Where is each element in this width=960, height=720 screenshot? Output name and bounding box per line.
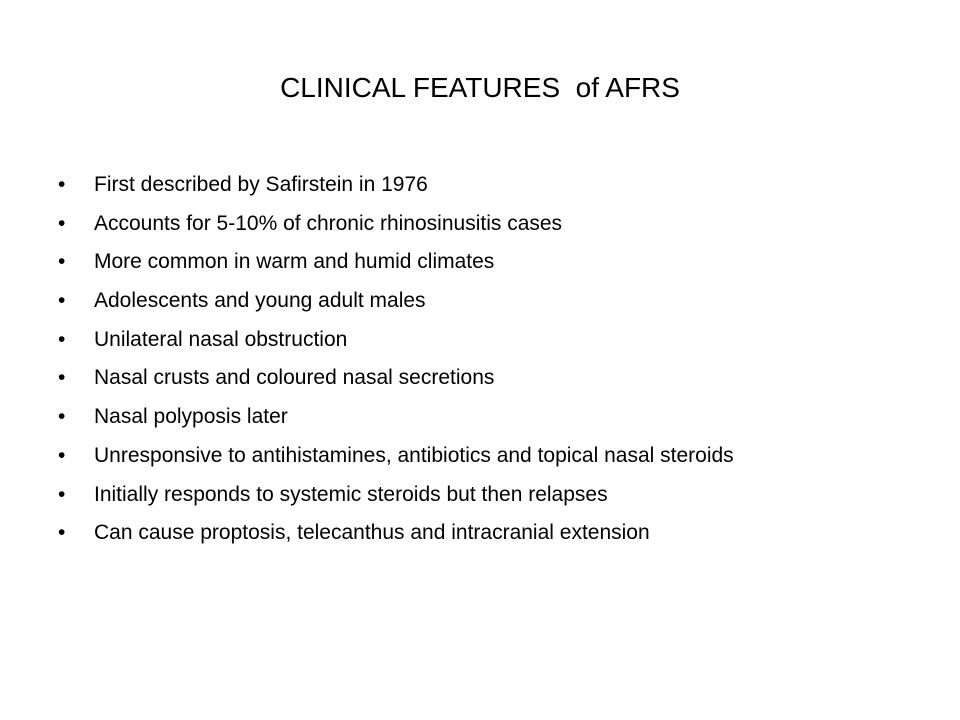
bullet-text: More common in warm and humid climates — [94, 250, 495, 274]
bullet-text: Unilateral nasal obstruction — [94, 327, 348, 351]
bullet-text: Can cause proptosis, telecanthus and intracranial extension — [94, 521, 650, 545]
bullet-text: Accounts for 5-10% of chronic rhinosinusitis cases — [94, 211, 563, 235]
bullet-icon: • — [58, 405, 66, 429]
bullet-text: Adolescents and young adult males — [94, 289, 426, 313]
bullet-icon: • — [58, 173, 66, 196]
bullet-text: Nasal polyposis later — [94, 405, 288, 429]
bullet-icon: • — [58, 443, 66, 467]
bullet-text: Unresponsive to antihistamines, antibiotics and topical nasal steroids — [94, 443, 734, 467]
slide-title: CLINICAL FEATURES of AFRS — [280, 72, 680, 103]
bullet-item — [58, 288, 858, 314]
bullet-item — [58, 482, 858, 508]
bullet-item — [58, 443, 858, 469]
bullet-icon: • — [58, 366, 66, 390]
bullet-item — [58, 404, 858, 430]
bullet-text: Initially responds to systemic steroids but then relapses — [94, 482, 608, 506]
bullet-icon: • — [58, 521, 66, 545]
bullet-item — [58, 365, 858, 391]
bullet-list — [58, 172, 858, 559]
bullet-text: Nasal crusts and coloured nasal secretions — [94, 366, 495, 390]
bullet-icon: • — [58, 250, 66, 274]
bullet-item — [58, 249, 858, 275]
bullet-text: First described by Safirstein in 1976 — [94, 173, 428, 196]
bullet-item — [58, 520, 858, 546]
bullet-icon: • — [58, 211, 66, 235]
bullet-item — [58, 211, 858, 237]
bullet-icon: • — [58, 327, 66, 351]
bullet-item — [58, 327, 858, 353]
bullet-item — [58, 172, 858, 198]
bullet-icon: • — [58, 482, 66, 506]
bullet-icon: • — [58, 289, 66, 313]
